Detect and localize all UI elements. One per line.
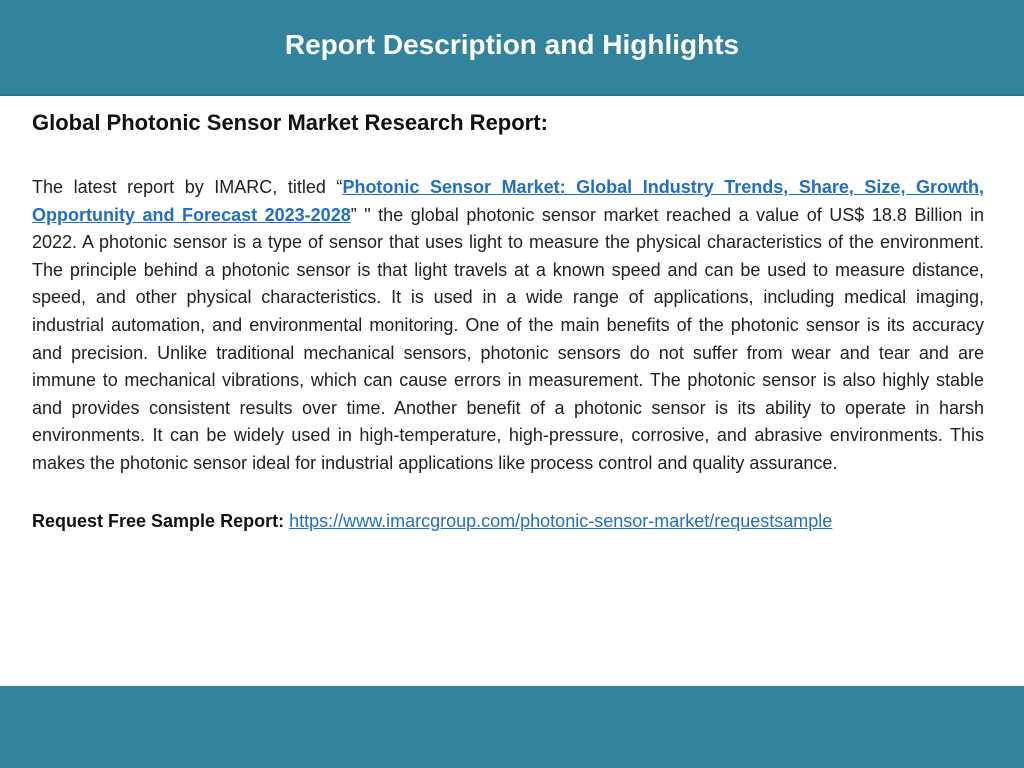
report-description — [32, 174, 984, 478]
intro-prefix: The latest report by IMARC, titled “ — [32, 177, 343, 197]
request-label: Request Free Sample Report: — [32, 510, 285, 531]
header-banner — [0, 0, 1024, 96]
page-title: Report Description and Highlights — [284, 29, 740, 60]
sample-request-line — [32, 511, 984, 532]
main-content — [32, 110, 984, 532]
report-heading: Global Photonic Sensor Market Research Report: — [32, 110, 548, 135]
intro-body: ” " the global photonic sensor market reached a value of US$ 18.8 Billion in 2022. A photonic sensor is a type of sensor that uses light to measure the physical characteristics of the environment. The principle behind a photonic sensor is that light travels at a known speed and can be used to measure distance, speed, and other physical characteristics. It is used in a wide range of applications, including medical imaging, industrial automation, and environmental monitoring. One of the main benefits of the photonic sensor is its accuracy and precision. Unlike traditional mechanical sensors, photonic sensors do not suffer from wear and tear and are immune to mechanical vibrations, which can cause errors in measurement. The photonic sensor is also highly stable and provides consistent results over time. Another benefit of a photonic sensor is its ability to operate in harsh environments. It can be widely used in high-temperature, high-pressure, corrosive, and abrasive environments. This makes the photonic sensor ideal for industrial applications like process control and quality assurance. — [32, 204, 984, 473]
report-title-link[interactable]: Photonic Sensor Market: Global Industry Trends, Share, Size, Growth, Opportunity and Forecast 2023-2028 — [32, 177, 984, 225]
request-sample-link[interactable]: https://www.imarcgroup.com/photonic-sensor-market/requestsample — [289, 510, 833, 531]
footer-banner — [0, 686, 1024, 768]
